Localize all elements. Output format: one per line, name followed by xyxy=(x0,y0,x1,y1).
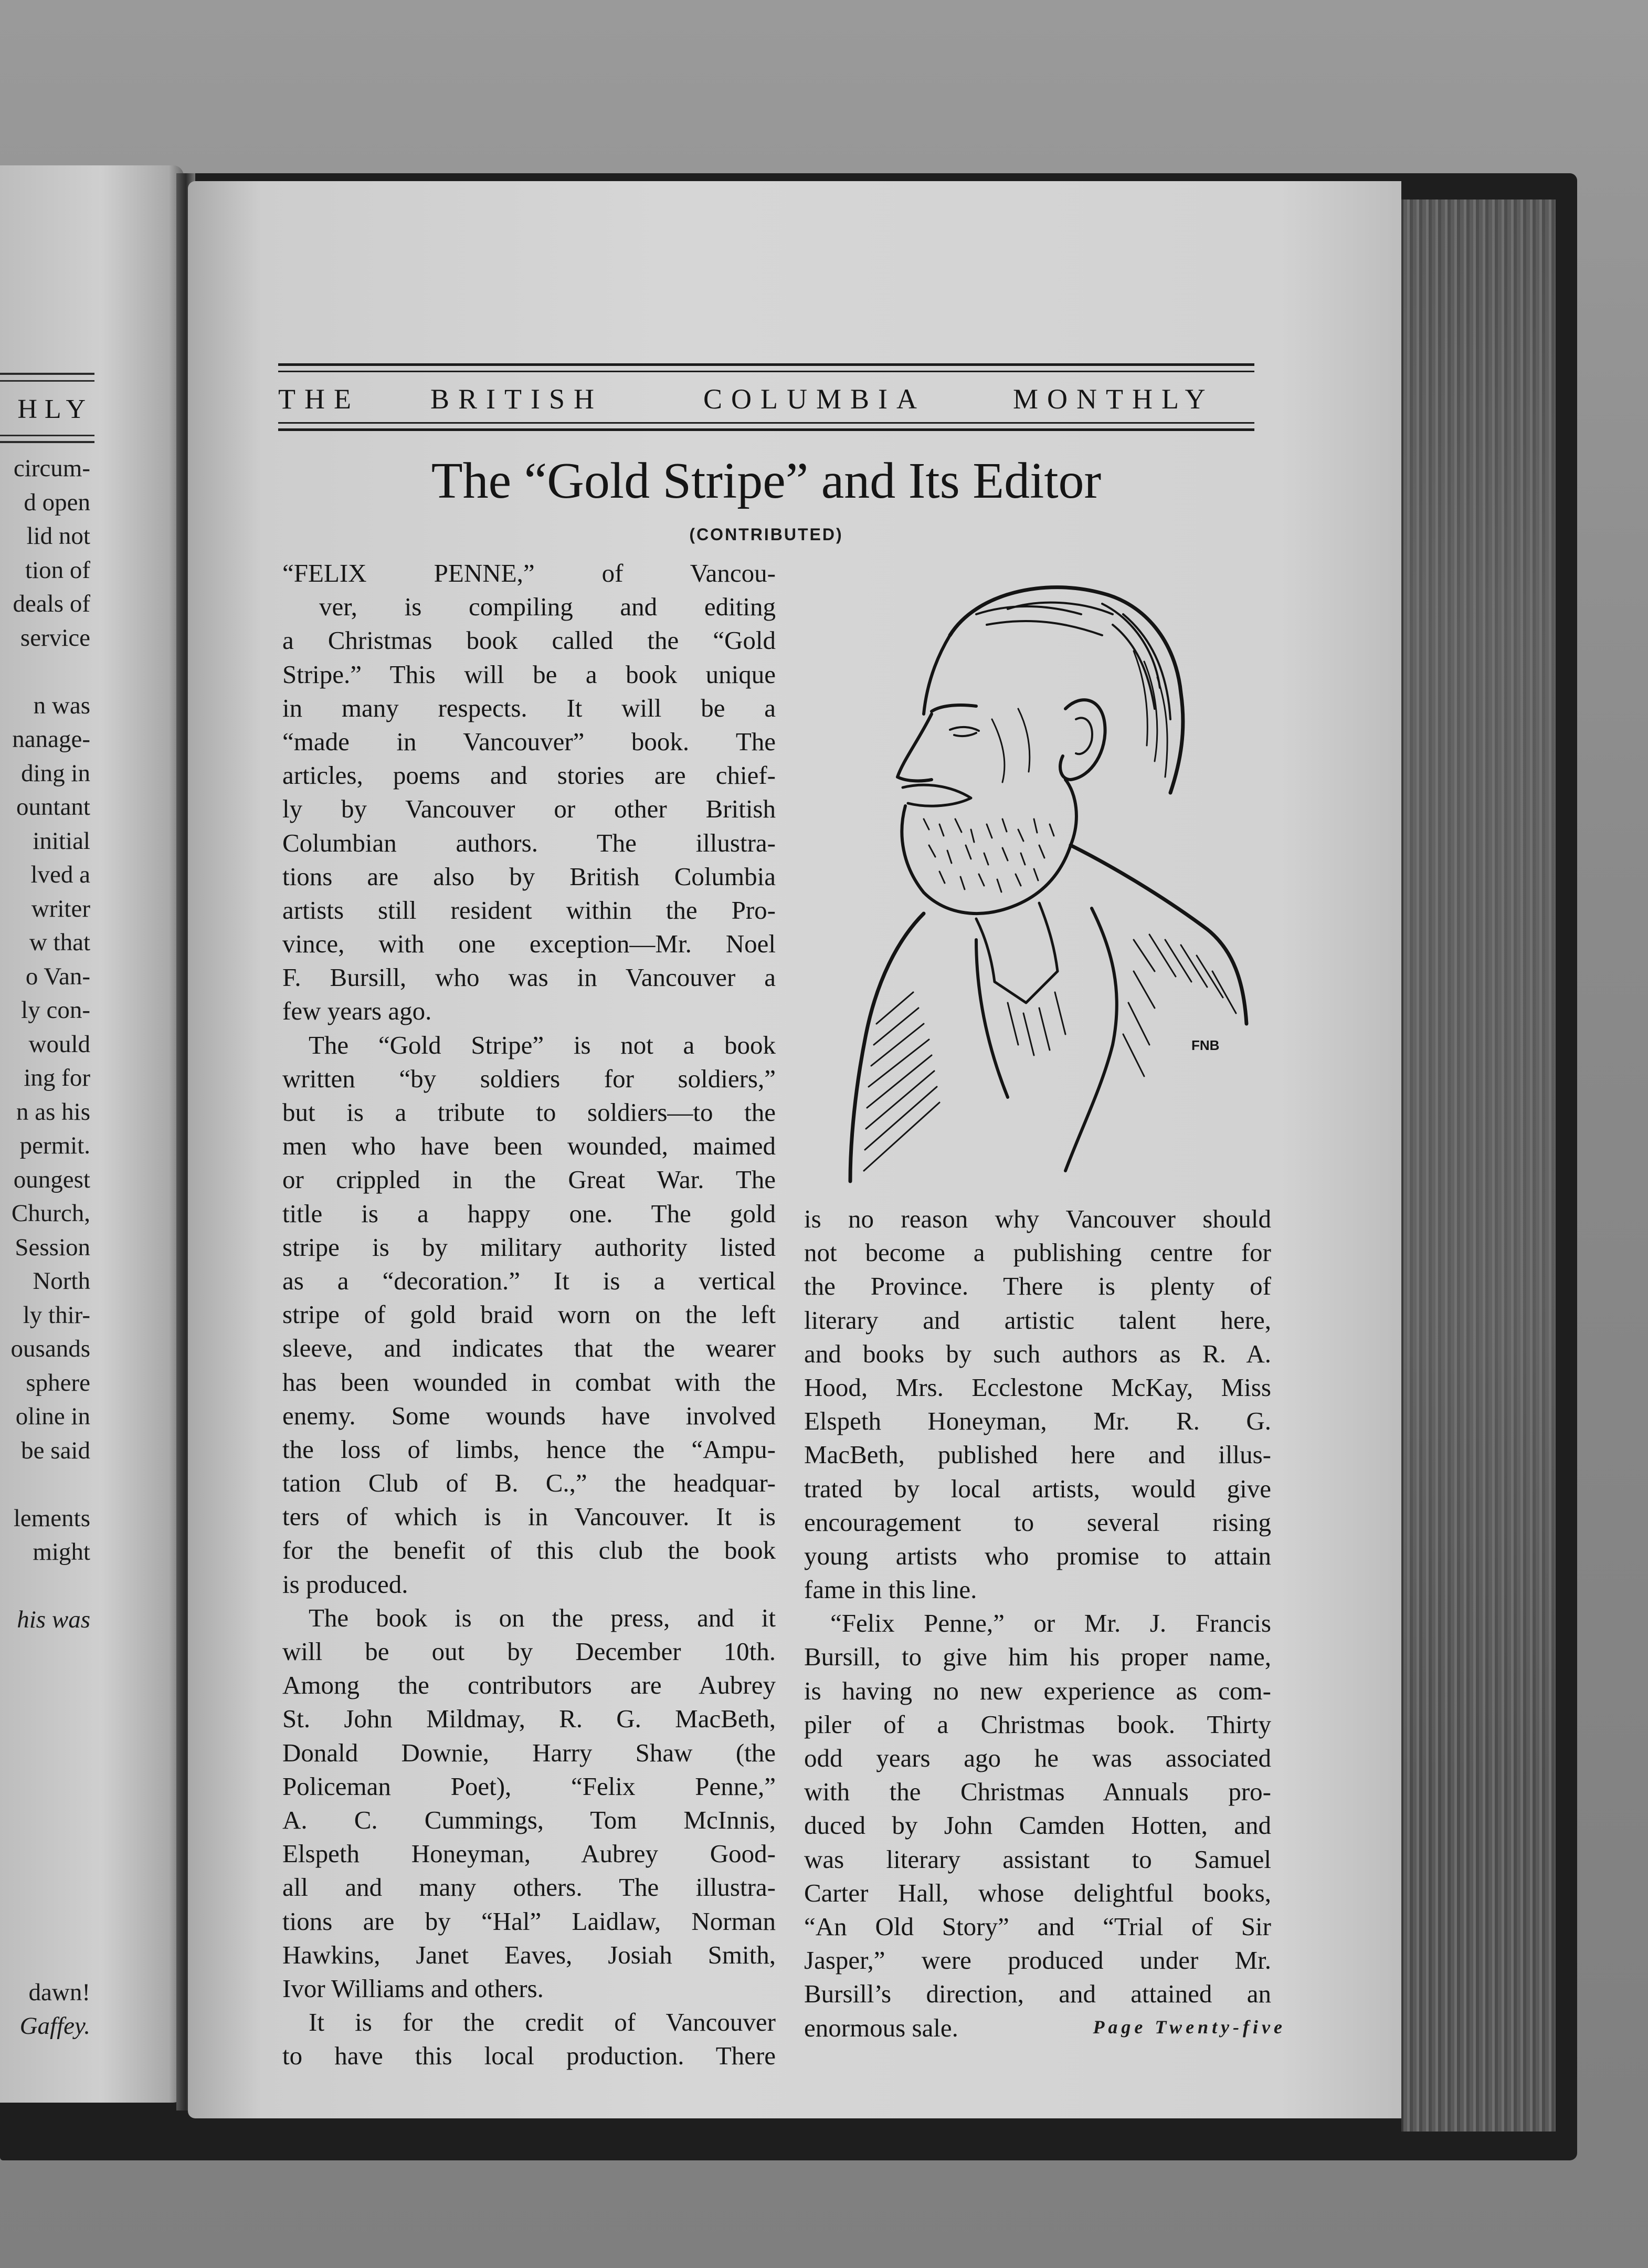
running-head xyxy=(278,363,1254,432)
left-page-line: Gaffey. xyxy=(19,2012,90,2040)
article-line: in many respects. It will be a xyxy=(282,693,776,722)
article-line: Ivor Williams and others. xyxy=(282,1973,544,2003)
article-line: piler of a Christmas book. Thirty xyxy=(804,1709,1271,1739)
article-line: enormous sale. xyxy=(804,2013,958,2042)
left-page-line: lid not xyxy=(26,522,90,550)
article-line: “Felix Penne,” or Mr. J. Francis xyxy=(830,1609,1271,1638)
left-page-line xyxy=(0,1738,90,1772)
article-line: Hood, Mrs. Ecclestone McKay, Miss xyxy=(804,1372,1271,1402)
article-line: will be out by December 10th. xyxy=(282,1637,776,1666)
article-line: tions are also by British Columbia xyxy=(282,862,776,891)
article-title: The “Gold Stripe” and Its Editor xyxy=(431,453,1102,509)
article-line: Carter Hall, whose delightful books, xyxy=(804,1878,1271,1907)
article-line: Among the contributors are Aubrey xyxy=(282,1671,776,1700)
article-line: It is for the credit of Vancouver xyxy=(309,2008,776,2037)
article-line: “An Old Story” and “Trial of Sir xyxy=(804,1912,1271,1941)
rule xyxy=(0,380,94,382)
left-page-line: tion of xyxy=(25,556,90,584)
article-line: title is a happy one. The gold xyxy=(282,1199,776,1228)
left-page-line: w that xyxy=(29,929,90,956)
left-page-line xyxy=(0,1908,90,1942)
left-page-line: ly con- xyxy=(21,996,90,1024)
left-page-line: oungest xyxy=(13,1166,90,1193)
left-page xyxy=(0,165,184,2103)
article-line: Columbian authors. The illustra- xyxy=(282,828,776,857)
article-line: trated by local artists, would give xyxy=(804,1474,1271,1503)
article-line: stripe of gold braid worn on the left xyxy=(282,1300,776,1329)
page-edges xyxy=(1401,200,1556,2132)
left-page-line: initial xyxy=(33,827,90,855)
portrait-illustration xyxy=(819,572,1249,1186)
article-line: men who have been wounded, maimed xyxy=(282,1131,776,1161)
left-page-line: ountant xyxy=(16,793,90,821)
article-line: but is a tribute to soldiers—to the xyxy=(282,1098,776,1127)
page-number: Page Twenty-five xyxy=(1093,2017,1286,2038)
article-line: duced by John Camden Hotten, and xyxy=(804,1811,1271,1840)
article-line: and books by such authors as R. A. xyxy=(804,1339,1271,1368)
rule xyxy=(0,373,94,375)
article-column-1 xyxy=(282,556,776,2073)
article-line: is having no new experience as com- xyxy=(804,1676,1271,1705)
left-page-line: deals of xyxy=(13,590,90,617)
article-line: Bursill’s direction, and attained an xyxy=(804,1979,1271,2009)
left-page-line xyxy=(0,655,90,689)
article-line: artists still resident within the Pro- xyxy=(282,895,776,925)
article-line: enemy. Some wounds have involved xyxy=(282,1401,776,1430)
left-page-line: service xyxy=(20,624,90,652)
article-line: for the benefit of this club the book xyxy=(282,1536,776,1565)
article-line: The “Gold Stripe” is not a book xyxy=(309,1030,776,1059)
article-line: Stripe.” This will be a book unique xyxy=(282,659,776,689)
left-page-line xyxy=(0,1874,90,1908)
left-page-line xyxy=(0,1467,90,1502)
left-page-line: dawn! xyxy=(28,1978,90,2006)
running-head-word: THE xyxy=(278,383,360,415)
article-byline: (CONTRIBUTED) xyxy=(689,525,843,544)
illustrator-signature: FNB xyxy=(1191,1037,1220,1053)
left-page-line: Session xyxy=(15,1233,90,1261)
article-line: young artists who promise to attain xyxy=(804,1541,1271,1570)
article-line: St. John Mildmay, R. G. MacBeth, xyxy=(282,1704,776,1734)
rule xyxy=(278,428,1254,431)
article-line: The book is on the press, and it xyxy=(309,1603,776,1632)
article-line: to have this local production. There xyxy=(282,2041,776,2071)
left-page-line: o Van- xyxy=(25,962,90,990)
running-head-word: COLUMBIA xyxy=(703,383,926,415)
article-line: ters of which is in Vancouver. It is xyxy=(282,1502,776,1531)
rule xyxy=(278,371,1254,372)
article-line: Elspeth Honeyman, Aubrey Good- xyxy=(282,1839,776,1868)
left-page-line xyxy=(0,1772,90,1807)
article-line: is no reason why Vancouver should xyxy=(804,1204,1271,1233)
article-line: ver, is compiling and editing xyxy=(319,592,776,622)
left-page-line: lved a xyxy=(30,861,90,888)
left-page-line: North xyxy=(33,1267,90,1295)
article-line: “made in Vancouver” book. The xyxy=(282,727,776,756)
left-page-line: would xyxy=(28,1030,90,1058)
left-page-text xyxy=(0,452,90,2043)
article-line: has been wounded in combat with the xyxy=(282,1367,776,1396)
left-page-line: his was xyxy=(17,1606,90,1633)
left-page-line: circum- xyxy=(13,455,90,482)
article-column-2 xyxy=(804,1202,1271,2045)
left-running-head-text: HLY xyxy=(17,394,93,424)
article-line: with the Christmas Annuals pro- xyxy=(804,1777,1271,1807)
article-line: literary and artistic talent here, xyxy=(804,1305,1271,1335)
left-page-line xyxy=(0,1705,90,1739)
left-running-head xyxy=(0,373,181,452)
running-head-word: MONTHLY xyxy=(1013,383,1214,415)
left-page-line xyxy=(0,1806,90,1840)
article-line: fame in this line. xyxy=(804,1575,977,1604)
article-line: a Christmas book called the “Gold xyxy=(282,626,776,655)
left-page-line xyxy=(0,1569,90,1603)
article-line: few years ago. xyxy=(282,996,432,1026)
article-line: stripe is by military authority listed xyxy=(282,1232,776,1262)
article-line: “FELIX PENNE,” of Vancou- xyxy=(282,559,776,587)
left-page-line: Church, xyxy=(11,1200,90,1227)
left-page-line xyxy=(0,1941,90,1976)
left-page-line: sphere xyxy=(26,1369,90,1396)
article-line: F. Bursill, who was in Vancouver a xyxy=(282,963,776,992)
article-line: is produced. xyxy=(282,1569,408,1599)
left-page-line: nanage- xyxy=(12,726,90,753)
article-line: Hawkins, Janet Eaves, Josiah Smith, xyxy=(282,1940,776,1969)
left-page-line: might xyxy=(33,1538,90,1566)
article-line: MacBeth, published here and illus- xyxy=(804,1440,1271,1469)
article-line: Bursill, to give him his proper name, xyxy=(804,1642,1271,1672)
left-page-line: writer xyxy=(31,895,90,922)
article-line: not become a publishing centre for xyxy=(804,1238,1271,1267)
article-line: tions are by “Hal” Laidlaw, Norman xyxy=(282,1906,776,1936)
article-line: odd years ago he was associated xyxy=(804,1744,1271,1772)
article-line: sleeve, and indicates that the wearer xyxy=(282,1334,776,1363)
article-line: articles, poems and stories are chief- xyxy=(282,761,776,790)
rule xyxy=(0,441,94,443)
article-line: was literary assistant to Samuel xyxy=(804,1844,1271,1874)
rule xyxy=(0,435,94,436)
article-line: ly by Vancouver or other British xyxy=(282,794,776,824)
left-page-line: oline in xyxy=(15,1403,90,1430)
article-line: or crippled in the Great War. The xyxy=(282,1165,776,1194)
left-page-line: ding in xyxy=(21,759,90,787)
article-line: encouragement to several rising xyxy=(804,1507,1271,1537)
left-page-line: ousands xyxy=(10,1335,90,1362)
article-line: A. C. Cummings, Tom McInnis, xyxy=(282,1805,776,1834)
article-line: Policeman Poet), “Felix Penne,” xyxy=(282,1771,776,1801)
left-page-line: n was xyxy=(33,691,90,719)
rule xyxy=(278,422,1254,424)
left-page-line xyxy=(0,1671,90,1705)
left-page-line: n as his xyxy=(16,1098,90,1126)
article-line: the Province. There is plenty of xyxy=(804,1272,1271,1301)
left-page-line: lements xyxy=(13,1504,90,1532)
article-line: all and many others. The illustra- xyxy=(282,1873,776,1902)
left-page-line: ly thir- xyxy=(23,1301,90,1329)
left-page-line xyxy=(0,1840,90,1874)
article-line: tation Club of B. C.,” the headquar- xyxy=(282,1468,776,1498)
article-line: as a “decoration.” It is a vertical xyxy=(282,1266,776,1295)
left-page-line xyxy=(0,1637,90,1671)
article-line: Donald Downie, Harry Shaw (the xyxy=(282,1738,776,1767)
article-line: vince, with one exception—Mr. Noel xyxy=(282,929,776,959)
rule xyxy=(278,363,1254,366)
article-line: the loss of limbs, hence the “Ampu- xyxy=(282,1434,776,1464)
left-page-line: d open xyxy=(24,488,90,516)
left-page-line: ing for xyxy=(24,1064,90,1091)
article-line: Jasper,” were produced under Mr. xyxy=(804,1946,1271,1975)
article-line: Elspeth Honeyman, Mr. R. G. xyxy=(804,1406,1271,1436)
article-line: written “by soldiers for soldiers,” xyxy=(282,1064,776,1093)
left-page-line: permit. xyxy=(19,1132,90,1159)
left-page-line: be said xyxy=(21,1436,90,1464)
running-head-word: BRITISH xyxy=(430,383,604,415)
